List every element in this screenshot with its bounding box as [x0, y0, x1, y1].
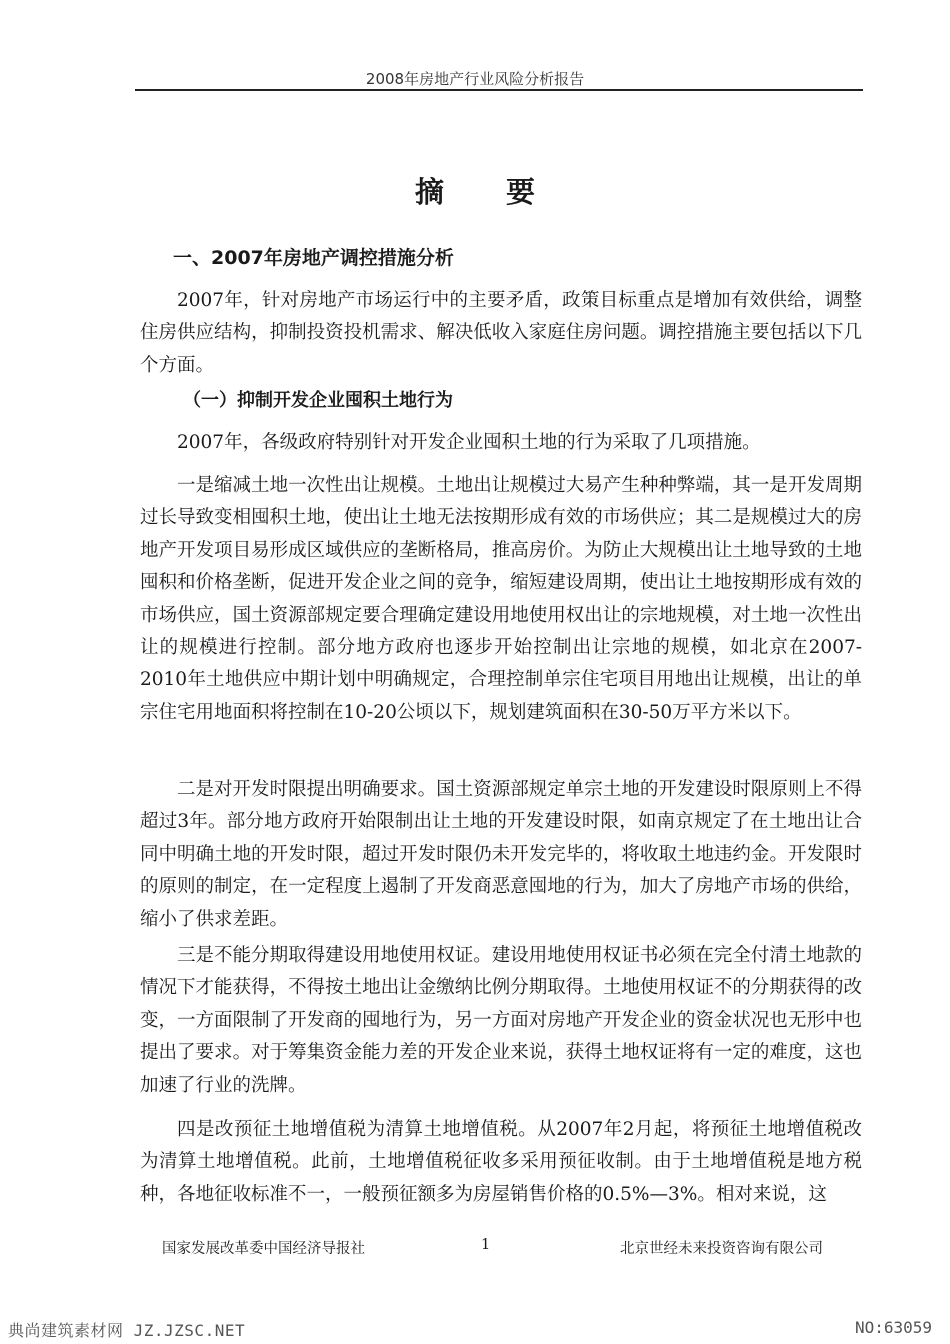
header-rule [135, 89, 863, 91]
page-number: 1 [481, 1237, 491, 1253]
footer-publisher: 国家发展改革委中国经济导报社 [162, 1241, 365, 1257]
intro-paragraph: 2007年，针对房地产市场运行中的主要矛盾，政策目标重点是增加有效供给，调整住房供应结构，抑制投资投机需求、解决低收入家庭住房问题。调控措施主要包括以下几个方面。 [140, 290, 862, 376]
body-paragraph: 一是缩减土地一次性出让规模。土地出让规模过大易产生种种弊端，其一是开发周期过长导致变相囤积土地，使出让土地无法按期形成有效的市场供应；其二是规模过大的房地产开发项目易形成区域供应的垄断格局，推高房价。为防止大规模出让土地导致的土地囤积和价格垄断，促进开发企业之间的竞争，缩短建设周期，使出让土地按期形成有效的市场供应，国土资源部规定要合理确定建设用地使用权出让的宗地规模，对土地一次性出让的规模进行控制。部分地方政府也逐步开始控制出让宗地的规模，如北京在2007-2010年土地供应中期计划中明确规定，合理控制单宗住宅项目用地出让规模，出让的单宗住宅用地面积将控制在10-20公顷以下，规划建筑面积在30-50万平方米以下。 [140, 475, 862, 723]
subsection-heading: （一）抑制开发企业囤积土地行为 [183, 390, 453, 411]
section-heading: 一、2007年房地产调控措施分析 [173, 247, 454, 269]
body-paragraph: 四是改预征土地增值税为清算土地增值税。从2007年2月起，将预征土地增值税改为清算土地增值税。此前，土地增值税征收多采用预征收制。由于土地增值税是地方税种，各地征收标准不一，一般预征额多为房屋销售价格的0.5%—3%。相对来说，这 [140, 1119, 862, 1205]
footer-company: 北京世经未来投资咨询有限公司 [620, 1241, 823, 1257]
body-paragraph: 2007年，各级政府特别针对开发企业囤积土地的行为采取了几项措施。 [177, 432, 761, 453]
watermark-site: 典尚建筑素材网 JZ.JZSC.NET [8, 1321, 246, 1340]
body-paragraph: 二是对开发时限提出明确要求。国土资源部规定单宗土地的开发建设时限原则上不得超过3年。部分地方政府开始限制出让土地的开发建设时限，如南京规定了在土地出让合同中明确土地的开发时限，超过开发时限仍未开发完毕的，将收取土地违约金。开发限时的原则的制定，在一定程度上遏制了开发商恶意囤地的行为，加大了房地产市场的供给，缩小了供求差距。 [140, 779, 862, 930]
running-header: 2008年房地产行业风险分析报告 [365, 70, 585, 88]
watermark-number: NO:63059 [854, 1318, 932, 1337]
document-title: 摘 要 [414, 175, 562, 209]
body-paragraph: 三是不能分期取得建设用地使用权证。建设用地使用权证书必须在完全付清土地款的情况下才能获得，不得按土地出让金缴纳比例分期取得。土地使用权证不的分期获得的改变，一方面限制了开发商的囤地行为，另一方面对房地产开发企业的资金状况也无形中也提出了要求。对于筹集资金能力差的开发企业来说，获得土地权证将有一定的难度，这也加速了行业的洗牌。 [140, 945, 862, 1096]
